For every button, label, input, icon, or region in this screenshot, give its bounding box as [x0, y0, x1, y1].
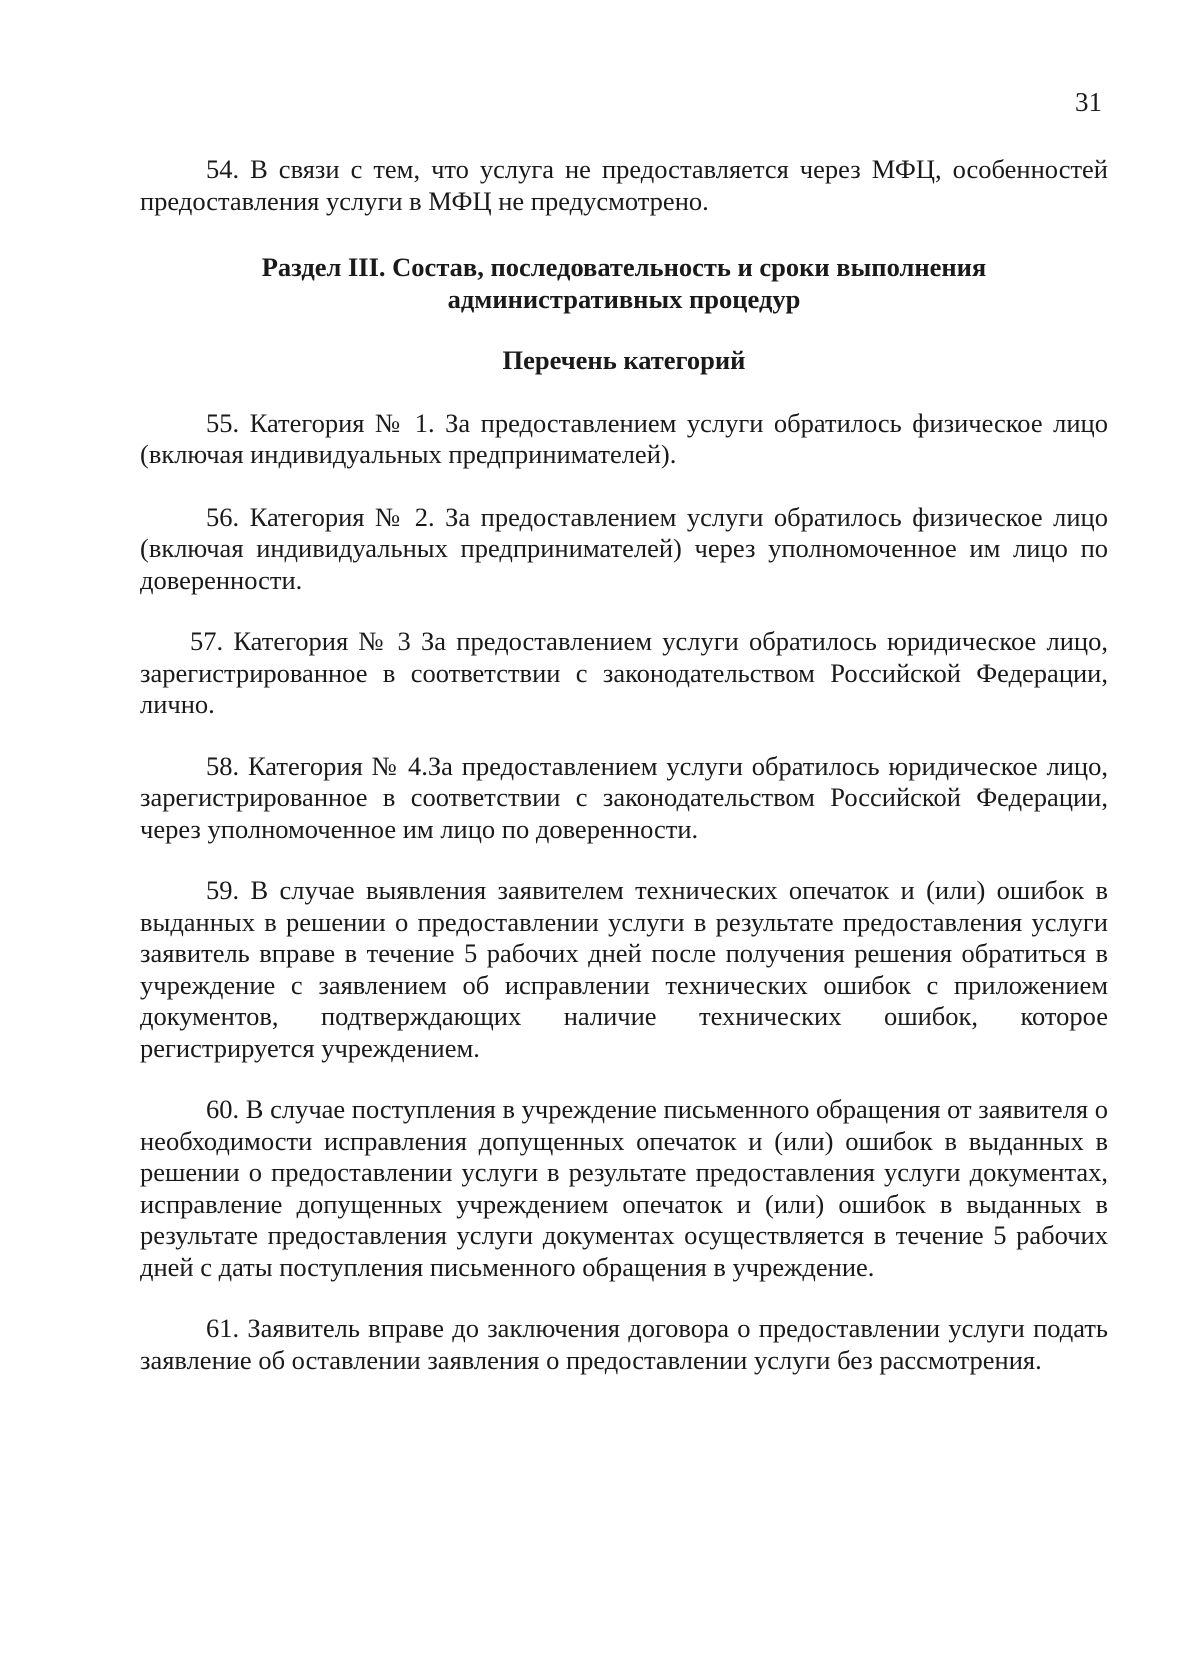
paragraph-54: 54. В связи с тем, что услуга не предоставляется через МФЦ, особенностей предоставления услуги в МФЦ не предусмотрено.	[140, 154, 1108, 216]
paragraph-60: 60. В случае поступления в учреждение письменного обращения от заявителя о необходимости исправления допущенных опечаток и (или) ошибок в выданных в решении о предоставлении услуги в результате предоставления услуги документах, исправление допущенных учреждением опечаток и (или) ошибок в выданных в результате предоставления услуги документах осуществляется в течение 5 рабочих дней с даты поступления письменного обращения в учреждение.	[140, 1094, 1108, 1282]
paragraph-58: 58. Категория № 4.За предоставлением услуги обратилось юридическое лицо, зарегистрированное в соответствии с законодательством Российской Федерации, через уполномоченное им лицо по доверенности.	[140, 750, 1108, 844]
paragraph-56: 56. Категория № 2. За предоставлением услуги обратилось физическое лицо (включая индивидуальных предпринимателей) через уполномоченное им лицо по доверенности.	[140, 501, 1108, 595]
document-body	[140, 154, 1108, 1376]
paragraph-57: 57. Категория № 3 За предоставлением услуги обратилось юридическое лицо, зарегистрированное в соответствии с законодательством Российской Федерации, лично.	[140, 626, 1108, 719]
section-title	[140, 252, 1108, 315]
paragraph-55: 55. Категория № 1. За предоставлением услуги обратилось физическое лицо (включая индивидуальных предпринимателей).	[140, 407, 1108, 469]
paragraph-59: 59. В случае выявления заявителем технических опечаток и (или) ошибок в выданных в решении о предоставлении услуги в результате предоставления услуги заявитель вправе в течение 5 рабочих дней после получения решения обратиться в учреждение с заявлением об исправлении технических ошибок с приложением документов, подтверждающих наличие технических ошибок, которое регистрируется учреждением.	[140, 875, 1108, 1063]
paragraph-61: 61. Заявитель вправе до заключения договора о предоставлении услуги подать заявление об оставлении заявления о предоставлении услуги без рассмотрения.	[140, 1313, 1108, 1375]
section-title-line-1: Раздел III. Состав, последовательность и сроки выполнения	[261, 252, 987, 282]
subsection-title: Перечень категорий	[502, 345, 746, 375]
section-title-line-2: административных процедур	[447, 283, 801, 314]
page-number: 31	[1075, 87, 1102, 117]
